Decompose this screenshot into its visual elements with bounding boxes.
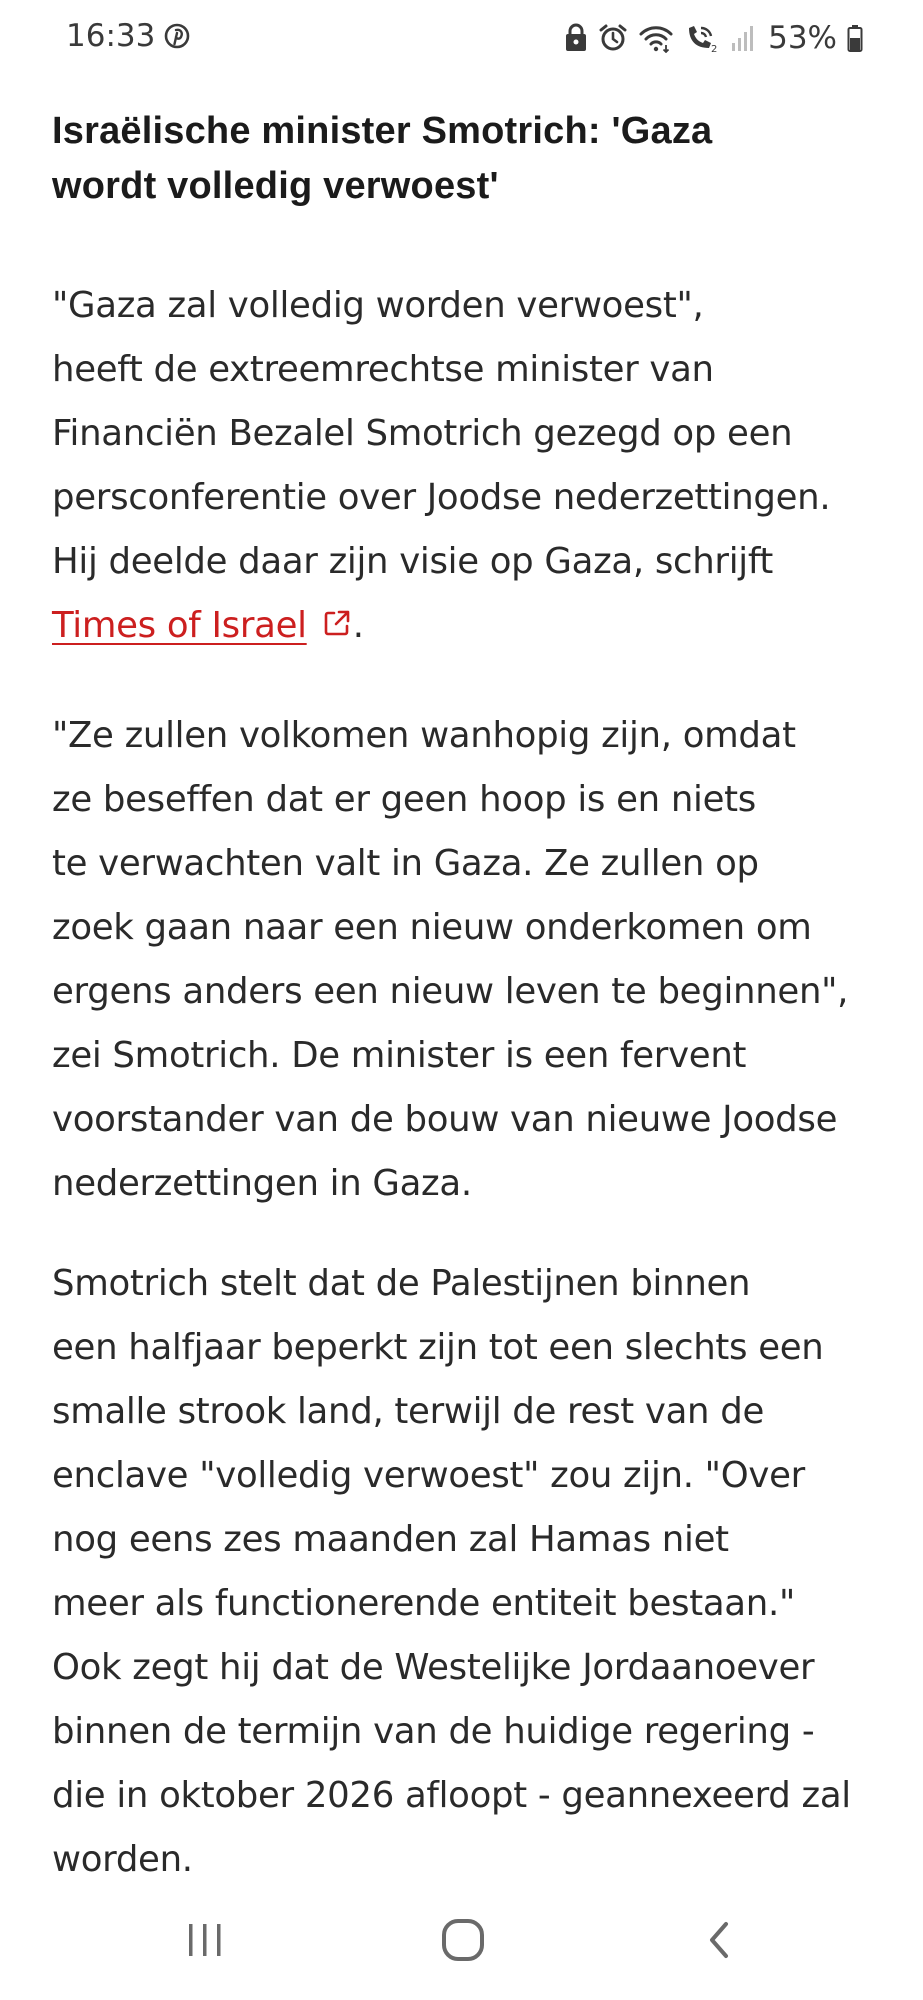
headline-line: Israëlische minister Smotrich: 'Gaza xyxy=(52,110,713,152)
paragraph-line: "Gaza zal volledig worden verwoest", xyxy=(52,285,704,326)
link-line xyxy=(52,594,892,660)
home-button[interactable] xyxy=(433,1912,493,1972)
paragraph-line: Smotrich stelt dat de Palestijnen binnen xyxy=(52,1263,751,1304)
article xyxy=(52,104,882,1880)
paragraph-line: worden. xyxy=(52,1839,193,1880)
svg-text:2: 2 xyxy=(711,44,718,53)
recents-icon xyxy=(183,1920,227,1965)
paragraph-line: Ook zegt hij dat de Westelijke Jordaanoever xyxy=(52,1647,815,1688)
lock-icon xyxy=(564,23,588,53)
article-headline xyxy=(52,104,882,214)
link-suffix: . xyxy=(352,605,364,646)
paragraph-line: smalle strook land, terwijl de rest van de xyxy=(52,1391,765,1432)
paragraph-line: nog eens zes maanden zal Hamas niet xyxy=(52,1519,729,1560)
paragraph-line: Financiën Bezalel Smotrich gezegd op een xyxy=(52,413,793,454)
alarm-icon xyxy=(598,23,628,53)
external-link-icon xyxy=(321,596,353,660)
paragraph-line: persconferentie over Joodse nederzettingen. xyxy=(52,477,831,518)
wifi-icon xyxy=(638,23,674,53)
paragraph-line: heeft de extreemrechtse minister van xyxy=(52,349,714,390)
paragraph-line: nederzettingen in Gaza. xyxy=(52,1163,472,1204)
paragraph-line: voorstander van de bouw van nieuwe Joodse xyxy=(52,1099,838,1140)
signal-icon xyxy=(730,23,756,53)
headline-line: wordt volledig verwoest' xyxy=(52,165,499,207)
article-paragraph-1 xyxy=(52,274,892,660)
pinterest-notification-icon xyxy=(164,23,190,49)
paragraph-line: meer als functionerende entiteit bestaan." xyxy=(52,1583,795,1624)
paragraph-line: een halfjaar beperkt zijn tot een slechts een xyxy=(52,1327,824,1368)
paragraph-line: ze beseffen dat er geen hoop is en niets xyxy=(52,779,756,820)
paragraph-line: "Ze zullen volkomen wanhopig zijn, omdat xyxy=(52,715,796,756)
status-icons xyxy=(564,20,863,56)
paragraph-line: Hij deelde daar zijn visie op Gaza, schrijft xyxy=(52,541,774,582)
battery-icon xyxy=(847,23,863,53)
home-icon xyxy=(439,1916,487,1969)
times-of-israel-link[interactable] xyxy=(52,605,353,646)
paragraph-line: binnen de termijn van de huidige regering - xyxy=(52,1711,815,1752)
paragraph-line: die in oktober 2026 afloopt - geannexeerd zal xyxy=(52,1775,851,1816)
article-paragraph-3 xyxy=(52,1252,892,1892)
link-label: Times of Israel xyxy=(52,605,307,646)
status-bar xyxy=(0,0,923,74)
battery-percent: 53% xyxy=(768,20,837,56)
article-paragraph-2 xyxy=(52,704,892,1216)
paragraph-line: te verwachten valt in Gaza. Ze zullen op xyxy=(52,843,759,884)
paragraph-line: zoek gaan naar een nieuw onderkomen om xyxy=(52,907,812,948)
paragraph-line: enclave "volledig verwoest" zou zijn. "Over xyxy=(52,1455,805,1496)
status-time: 16:33 xyxy=(66,18,156,54)
navigation-bar xyxy=(0,1890,923,2000)
paragraph-line: zei Smotrich. De minister is een fervent xyxy=(52,1035,747,1076)
paragraph-line: ergens anders een nieuw leven te beginnen", xyxy=(52,971,849,1012)
back-icon xyxy=(700,1918,740,1967)
wifi-calling-icon xyxy=(684,23,720,53)
back-button[interactable] xyxy=(690,1912,750,1972)
recents-button[interactable] xyxy=(175,1912,235,1972)
